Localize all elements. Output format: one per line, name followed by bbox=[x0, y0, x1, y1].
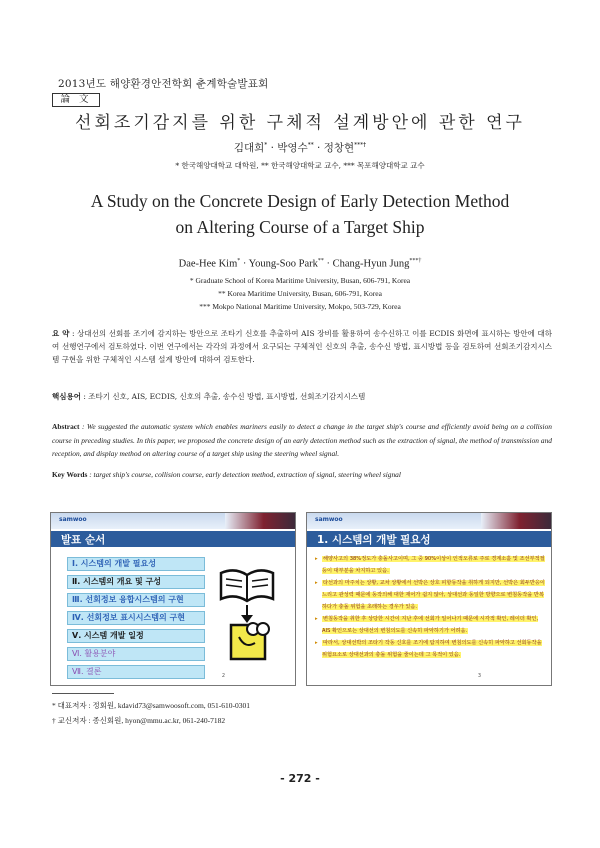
author-name: 박영수 bbox=[277, 142, 308, 154]
abstract-label: Abstract bbox=[52, 422, 80, 431]
slide-page-number: 3 bbox=[477, 673, 481, 679]
author-name: Dae-Hee Kim bbox=[178, 258, 238, 270]
english-abstract bbox=[52, 420, 552, 461]
author-name: 김대희 bbox=[233, 142, 265, 154]
footnote-rule bbox=[52, 693, 114, 694]
keywords-text: : target ship's course, collision course, early detection method, extraction of signal, steering wheel signal bbox=[89, 470, 401, 479]
korean-title: 선회조기감지를 위한 구체적 설계방안에 관한 연구 bbox=[75, 113, 525, 133]
keywords-label: 핵심용어 bbox=[52, 392, 81, 401]
slide-banner bbox=[51, 513, 295, 529]
bullet-item: ▸ 변침동작을 취한 후 상당한 시간이 지난 후에 선회가 일어나기 때문에 시각적 확인, 레이더 확인, AIS 확인으로는 상대선의 변침의도를 신속히 파악하기가 어려움. bbox=[315, 613, 547, 637]
footnote-corresponding-author: * 대표저자 : 정회원, kdavid73@samwoosoft.com, 051-610-0301 bbox=[52, 701, 251, 710]
menu-item: Ⅳ. 선회정보 표시시스템의 구현 bbox=[67, 611, 205, 625]
bullet-list bbox=[315, 553, 547, 661]
abstract-label: 요 약 bbox=[52, 329, 70, 338]
page-number: - 272 - bbox=[280, 772, 320, 785]
bullet-icon: ▸ bbox=[315, 580, 318, 586]
footnote-correspondence: † 교신저자 : 종신회원, hyon@mmu.ac.kr, 061-240-7182 bbox=[52, 716, 226, 725]
abstract-text: : 상대선의 선회를 조기에 감지하는 방안으로 조타기 신호를 추출하여 AIS 장비를 활용하여 송수신하고 이를 ECDIS 화면에 표시하는 방안에 대하여 선행연구에서 검토하였다. 이번 연구에서는 각각의 과정에서 요구되는 구체적인 신호의 추출, 송수신 방법, 표시방법 등을 검토하여 선회조기감지시스템 구현을 위한 구체적인 시스템 설계 방안에 대하여 검토한다. bbox=[52, 329, 552, 364]
bullet-icon: ▸ bbox=[315, 556, 318, 562]
slide-title: 1. 시스템의 개발 필요성 bbox=[317, 534, 431, 546]
book-reader-icon bbox=[217, 563, 277, 663]
english-authors: Dae-Hee Kim* · Young-Soo Park** · Chang-Hyun Jung***† bbox=[178, 258, 422, 270]
korean-keywords bbox=[52, 391, 552, 402]
bullet-icon: ▸ bbox=[315, 640, 318, 646]
slide-presentation-order bbox=[50, 512, 296, 686]
english-affiliation: * Graduate School of Korea Maritime University, Busan, 606-791, Korea ** Korea Maritime University, Busan, 606-791, Korea *** Mokpo National Maritime University, Mokpo, 503-729, Korea bbox=[189, 276, 411, 311]
author-name: 정창현 bbox=[323, 142, 355, 154]
bullet-item: ▸ 해양사고의 38%정도가 충돌사고이며, 그 중 90%이상이 인적오류로 주로 경계소홀 및 조선부적절 등이 대부분을 차지하고 있음. bbox=[315, 553, 547, 577]
ship-image bbox=[481, 513, 551, 529]
bullet-icon: ▸ bbox=[315, 616, 318, 622]
keywords-text: : 조타기 신호, AIS, ECDIS, 신호의 추출, 송수신 방법, 표시방법, 선회조기감지시스템 bbox=[83, 392, 366, 401]
korean-abstract bbox=[52, 327, 552, 366]
menu-item: Ⅴ. 시스템 개발 일정 bbox=[67, 629, 205, 643]
slide-development-need bbox=[306, 512, 552, 686]
menu-item: Ⅰ. 시스템의 개발 필요성 bbox=[67, 557, 205, 571]
paper-type-tag: 論 文 bbox=[52, 93, 100, 107]
author-name: Young-Soo Park bbox=[248, 258, 318, 270]
menu-item: Ⅶ. 결론 bbox=[67, 665, 205, 679]
author-name: Chang-Hyun Jung bbox=[332, 258, 410, 270]
brand-logo: samwoo bbox=[59, 516, 87, 523]
korean-authors: 김대희* · 박영수** · 정창현***† bbox=[233, 141, 367, 154]
english-keywords bbox=[52, 470, 552, 479]
menu-item: Ⅵ. 활용분야 bbox=[67, 647, 205, 661]
ship-image bbox=[225, 513, 295, 529]
bullet-item: ▸ 따라서, 상대선박의 조타기 작동 신호를 조기에 탐지하여 변침의도를 신속히 파악하고 선회동작을 위험요소로 상대선과의 충돌 위험을 줄이는데 그 목적이 있음. bbox=[315, 637, 547, 661]
slide-banner bbox=[307, 513, 551, 529]
bullet-item: ▸ 타선과의 마주치는 상황, 교차 상황에서 선박은 상호 피항동작을 취하게 되지만, 선박은 회두반응이 느리고 관성력 때문에 동작의해 대한 재어가 쉽지 않아, 상대선과 동일한 방향으로 변침동작을 반복하다가 충돌 위험을 초래하는 경우가 있음. bbox=[315, 577, 547, 613]
keywords-label: Key Words bbox=[52, 470, 88, 479]
english-title: A Study on the Concrete Design of Early Detection Method on Altering Course of a Target Ship bbox=[90, 191, 510, 237]
menu-item: Ⅲ. 선회정보 융합시스템의 구현 bbox=[67, 593, 205, 607]
slide-page-number: 2 bbox=[221, 673, 225, 679]
slide-title: 발표 순서 bbox=[61, 534, 106, 546]
conference-header: 2013년도 해양환경안전학회 춘계학술발표회 bbox=[58, 78, 269, 90]
menu-item: Ⅱ. 시스템의 개요 및 구성 bbox=[67, 575, 205, 589]
abstract-text: : We suggested the automatic system which enables mariners easily to detect a change in the target ship's course and efficiently avoid being on a collision course in preceding studies. In this paper, we proposed the concrete design of an early detection method such as the extraction of signal, the method of transmission and reception, and display method on altering course of a target ship using the steering wheel signal. bbox=[52, 422, 552, 458]
korean-affiliation: * 한국해양대학교 대학원, ** 한국해양대학교 교수, *** 목포해양대학교 교수 bbox=[175, 161, 425, 170]
brand-logo: samwoo bbox=[315, 516, 343, 523]
